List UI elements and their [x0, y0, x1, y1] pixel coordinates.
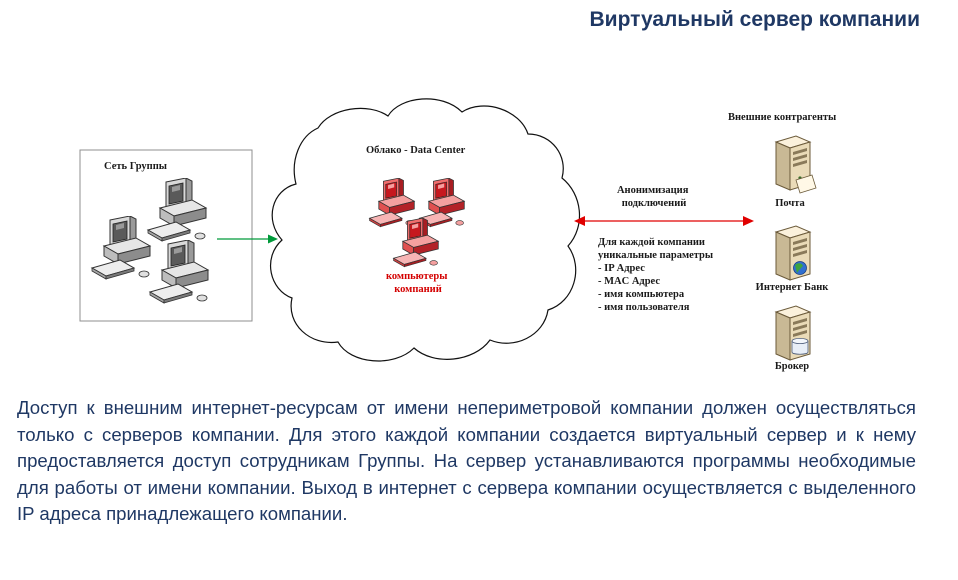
red-double-arrow	[574, 216, 754, 226]
page-title: Виртуальный сервер компании	[589, 8, 920, 31]
mail-server	[775, 136, 816, 209]
external-counterparties-title: Внешние контрагенты	[728, 112, 837, 123]
description-paragraph: Доступ к внешним интернет-ресурсам от имени непериметровой компании должен осуществляться только с серверов компании. Для этого каждой компании создается виртуальный сервер и к нему предоставляется доступ сотрудникам Группы. На сервер устанавливаются программы необходимые для работы от имени компании. Выход в интернет с сервера компании осуществляется с выделенного IP адреса принадлежащего компании.	[17, 397, 916, 524]
unique-params-list: Для каждой компании уникальные параметры - IP Адрес - MAC Адрес - имя компьютера - имя пользователя	[598, 237, 714, 313]
internet-bank-server	[756, 226, 830, 293]
cloud-label: Облако - Data Center	[366, 145, 466, 156]
anonymization-label: Анонимизация подключений	[616, 185, 689, 209]
group-network-label: Сеть Группы	[104, 161, 167, 172]
broker-server	[775, 306, 810, 372]
server-label-broker: Брокер	[774, 361, 810, 372]
company-computers-label: компьютеры компаний	[385, 271, 448, 295]
database-icon	[792, 338, 808, 354]
server-label-mail: Почта	[775, 198, 805, 209]
server-label-internet-bank: Интернет Банк	[755, 282, 829, 293]
